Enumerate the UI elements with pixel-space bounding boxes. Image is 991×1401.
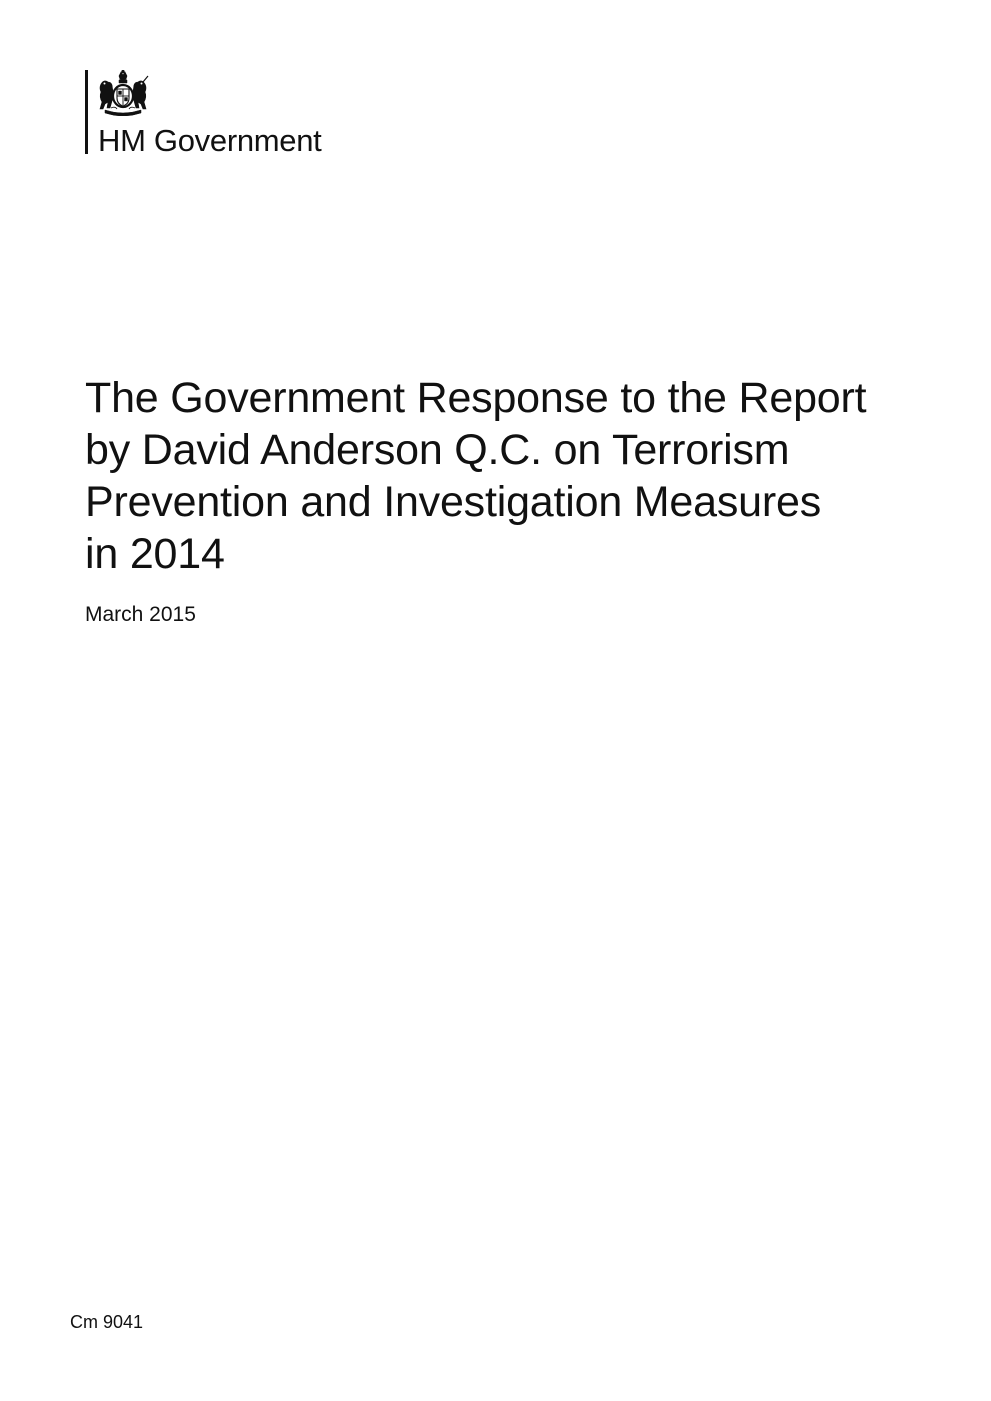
document-title-line: The Government Response to the Report xyxy=(85,374,867,422)
publication-date: March 2015 xyxy=(85,603,196,626)
command-paper-reference: Cm 9041 xyxy=(70,1312,144,1332)
document-title xyxy=(85,372,915,580)
document-title-line: by David Anderson Q.C. on Terrorism xyxy=(85,426,790,474)
document-title-line: Prevention and Investigation Measures xyxy=(85,478,821,526)
logo-divider-rule xyxy=(85,70,88,154)
royal-coat-of-arms-icon xyxy=(97,70,149,116)
hm-government-logo xyxy=(85,70,355,160)
organization-name: HM Government xyxy=(98,123,322,158)
document-title-line: in 2014 xyxy=(85,530,225,578)
